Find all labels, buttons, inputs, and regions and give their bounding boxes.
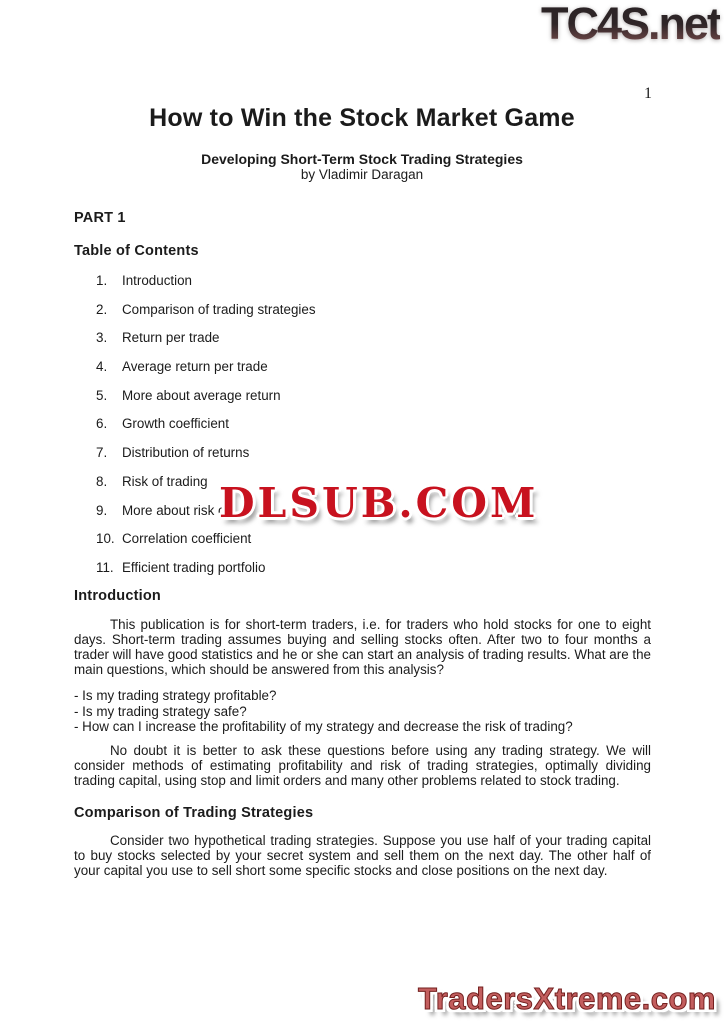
intro-paragraph-2: No doubt it is better to ask these questions before using any trading strategy. We will consider methods of estimating profitability and risk of trading strategies, optimally dividing trading capital, using stop and limit orders and many other problems related to stock trading. (74, 743, 651, 788)
question-line: - Is my trading strategy safe? (74, 703, 247, 719)
page-title: How to Win the Stock Market Game (149, 104, 575, 132)
intro-question-list (74, 688, 651, 735)
question-line: - Is my trading strategy profitable? (74, 688, 277, 703)
toc-item-label: Return per trade (122, 330, 220, 346)
toc-item-number: 1. (96, 273, 108, 288)
toc-item (74, 532, 574, 561)
toc-item-label: Correlation coefficient (122, 531, 252, 547)
section-heading-introduction: Introduction (74, 588, 161, 604)
toc-heading: Table of Contents (74, 243, 199, 259)
toc-item-label: Growth coefficient (122, 416, 229, 432)
toc-item (74, 360, 574, 389)
part-heading: PART 1 (74, 210, 126, 226)
toc-item-number: 4. (96, 359, 108, 375)
toc-item (74, 561, 574, 590)
question-line: - How can I increase the profitability of my strategy and decrease the risk of trading? (74, 719, 573, 735)
toc-item-label: Introduction (122, 273, 192, 288)
toc-item-label: Average return per trade (122, 359, 268, 375)
toc-item-label: Distribution of returns (122, 445, 250, 461)
toc-item-number: 8. (96, 473, 108, 489)
toc-item-number: 7. (96, 445, 108, 461)
toc-item-label: More about average return (122, 387, 281, 403)
table-of-contents (74, 274, 574, 590)
toc-item-number: 2. (96, 301, 108, 317)
toc-item-number: 5. (96, 387, 108, 403)
doc-subtitle: Developing Short-Term Stock Trading Strategies (201, 151, 523, 167)
tradersxtreme-logo: TradersXtreme.com (418, 981, 716, 1016)
toc-item (74, 274, 574, 303)
toc-item (74, 417, 574, 446)
toc-item-number: 9. (96, 502, 108, 518)
toc-item (74, 303, 574, 332)
toc-item-number: 3. (96, 330, 108, 346)
tc4s-logo: TC4S.net (540, 0, 720, 49)
toc-item-number: 10. (96, 531, 115, 547)
toc-item-number: 11. (96, 559, 114, 575)
intro-paragraph-1: This publication is for short-term traders, i.e. for traders who hold stocks for one to eight days. Short-term trading assumes buying and selling stocks often. After two to four months a trader will have good statistics and he or she can start an analysis of trading results. What are the main questions, which should be answered from this analysis? (74, 617, 651, 677)
dlsub-watermark: DLSUB.COM (219, 479, 539, 527)
toc-item-label: More about risk o (122, 502, 226, 518)
toc-item-number: 6. (96, 416, 108, 432)
toc-item-label: Efficient trading portfolio (122, 559, 266, 575)
page-number: 1 (644, 85, 652, 102)
toc-item (74, 331, 574, 360)
comparison-paragraph-1: Consider two hypothetical trading strategies. Suppose you use half of your trading capital to buy stocks selected by your secret system and sell them on the next day. The other half of your capital you use to sell short some specific stocks and close positions on the next day. (74, 833, 651, 878)
toc-item-label: Comparison of trading strategies (122, 301, 316, 317)
section-heading-comparison: Comparison of Trading Strategies (74, 805, 314, 821)
toc-item (74, 389, 574, 418)
doc-byline: by Vladimir Daragan (300, 167, 424, 182)
toc-item (74, 446, 574, 475)
toc-item-label: Risk of trading (122, 473, 208, 489)
